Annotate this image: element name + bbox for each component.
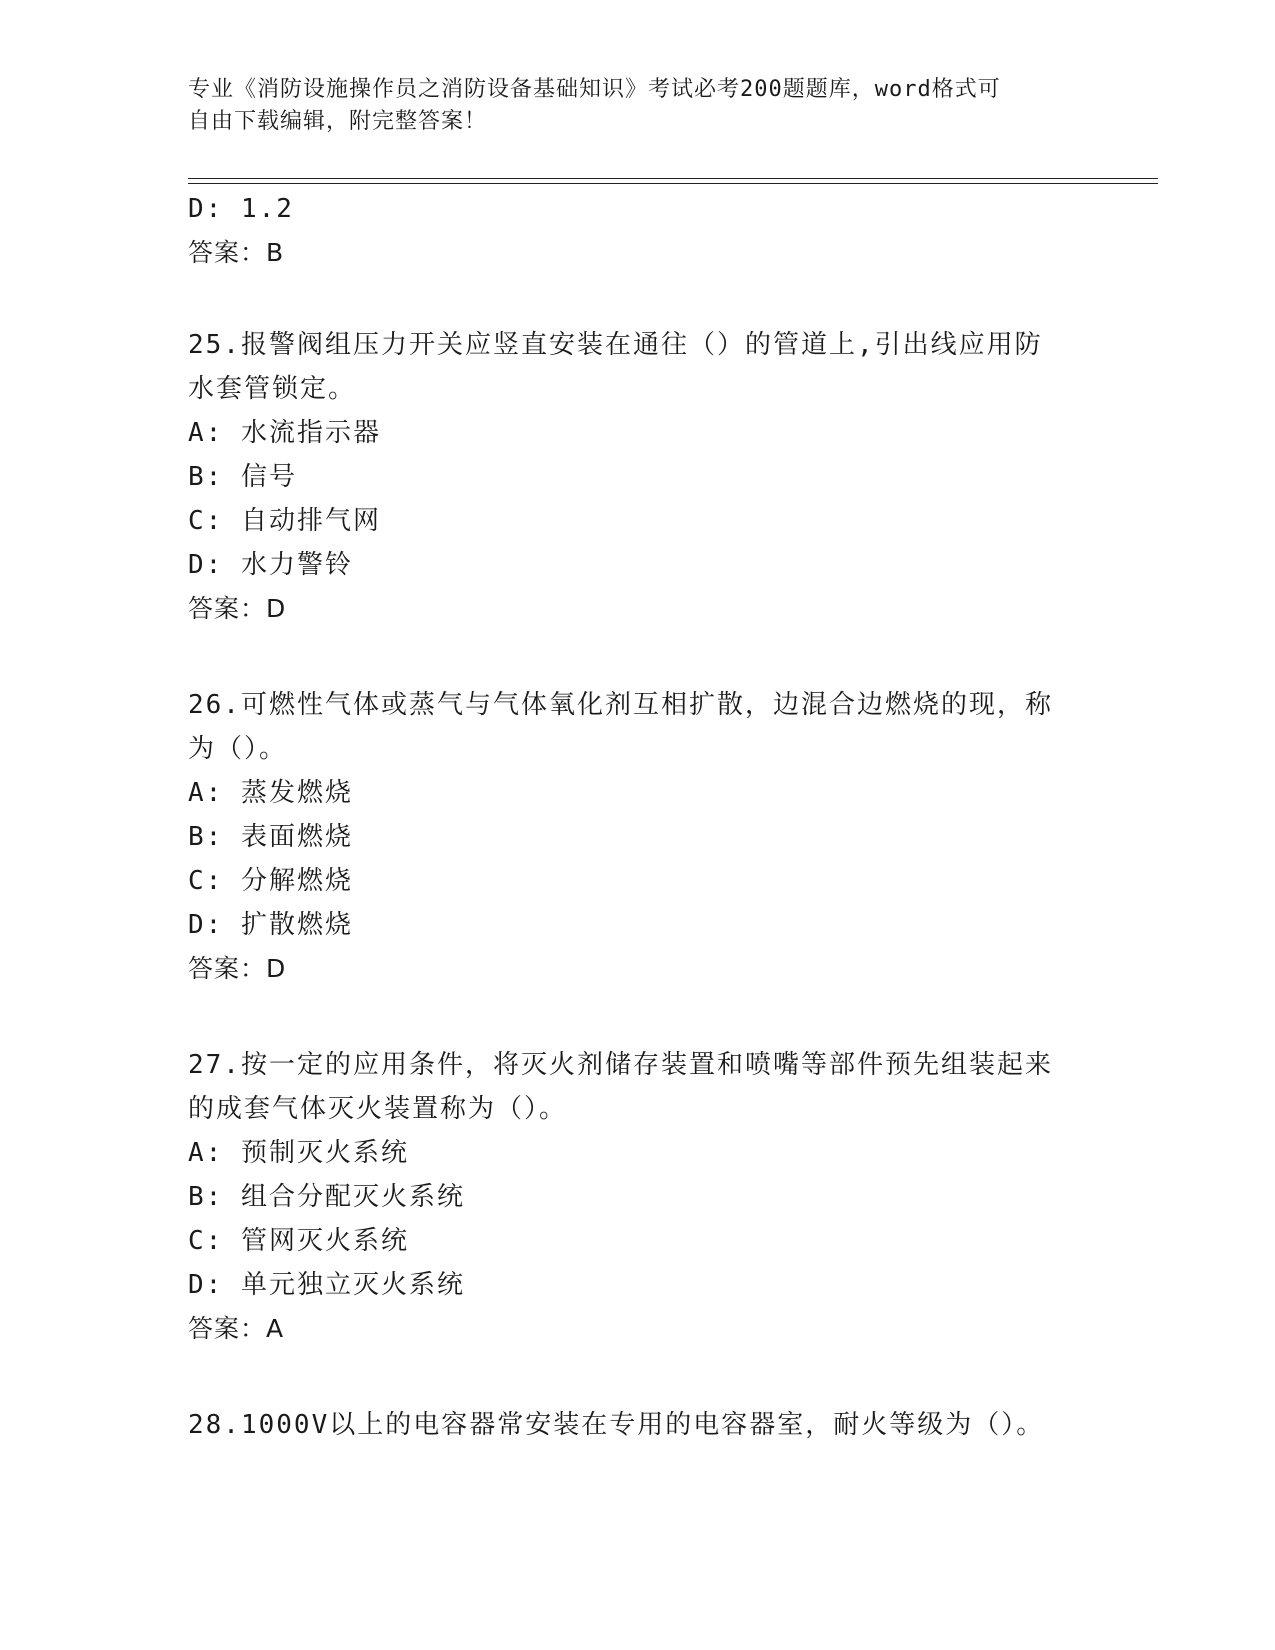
question-26-stem-line-2: 为（）。: [188, 734, 288, 764]
question-25-option-d: D: 水力警铃: [188, 550, 353, 580]
question-25-answer: 答案：D: [188, 594, 287, 623]
header-divider-top: [188, 178, 1158, 179]
question-25-option-c: C: 自动排气网: [188, 506, 381, 536]
prev-option-d: D: 1.2: [188, 194, 294, 224]
question-27-option-d: D: 单元独立灭火系统: [188, 1270, 465, 1300]
question-26-option-d: D: 扩散燃烧: [188, 910, 353, 940]
question-27-answer: 答案：A: [188, 1314, 285, 1343]
question-25-option-a: A: 水流指示器: [188, 418, 381, 448]
question-27-option-a: A: 预制灭火系统: [188, 1138, 409, 1168]
question-26-option-c: C: 分解燃烧: [188, 866, 353, 896]
question-27-option-b: B: 组合分配灭火系统: [188, 1182, 465, 1212]
question-25-option-b: B: 信号: [188, 462, 297, 492]
header-line-2: 自由下载编辑，附完整答案！: [188, 109, 488, 134]
header-line-1: 专业《消防设施操作员之消防设备基础知识》考试必考200题题库，word格式可: [188, 77, 1001, 102]
question-27-stem-line-1: 27.按一定的应用条件，将灭火剂储存装置和喷嘴等部件预先组装起来: [188, 1050, 1053, 1080]
document-header: [188, 74, 1068, 138]
question-25-stem-line-2: 水套管锁定。: [188, 374, 357, 404]
header-divider-bottom: [188, 183, 1158, 184]
question-28-stem-line-1: 28.1000V以上的电容器常安装在专用的电容器室，耐火等级为（）。: [188, 1410, 1045, 1440]
question-25-stem-line-1: 25.报警阀组压力开关应竖直安装在通往（）的管道上,引出线应用防: [188, 330, 1043, 360]
prev-answer: 答案：B: [188, 238, 285, 267]
question-27-stem-line-2: 的成套气体灭火装置称为（）。: [188, 1094, 568, 1124]
question-26-option-b: B: 表面燃烧: [188, 822, 353, 852]
question-27-option-c: C: 管网灭火系统: [188, 1226, 409, 1256]
question-26-answer: 答案：D: [188, 954, 287, 983]
question-26-stem-line-1: 26.可燃性气体或蒸气与气体氧化剂互相扩散，边混合边燃烧的现，称: [188, 690, 1053, 720]
question-26-option-a: A: 蒸发燃烧: [188, 778, 353, 808]
